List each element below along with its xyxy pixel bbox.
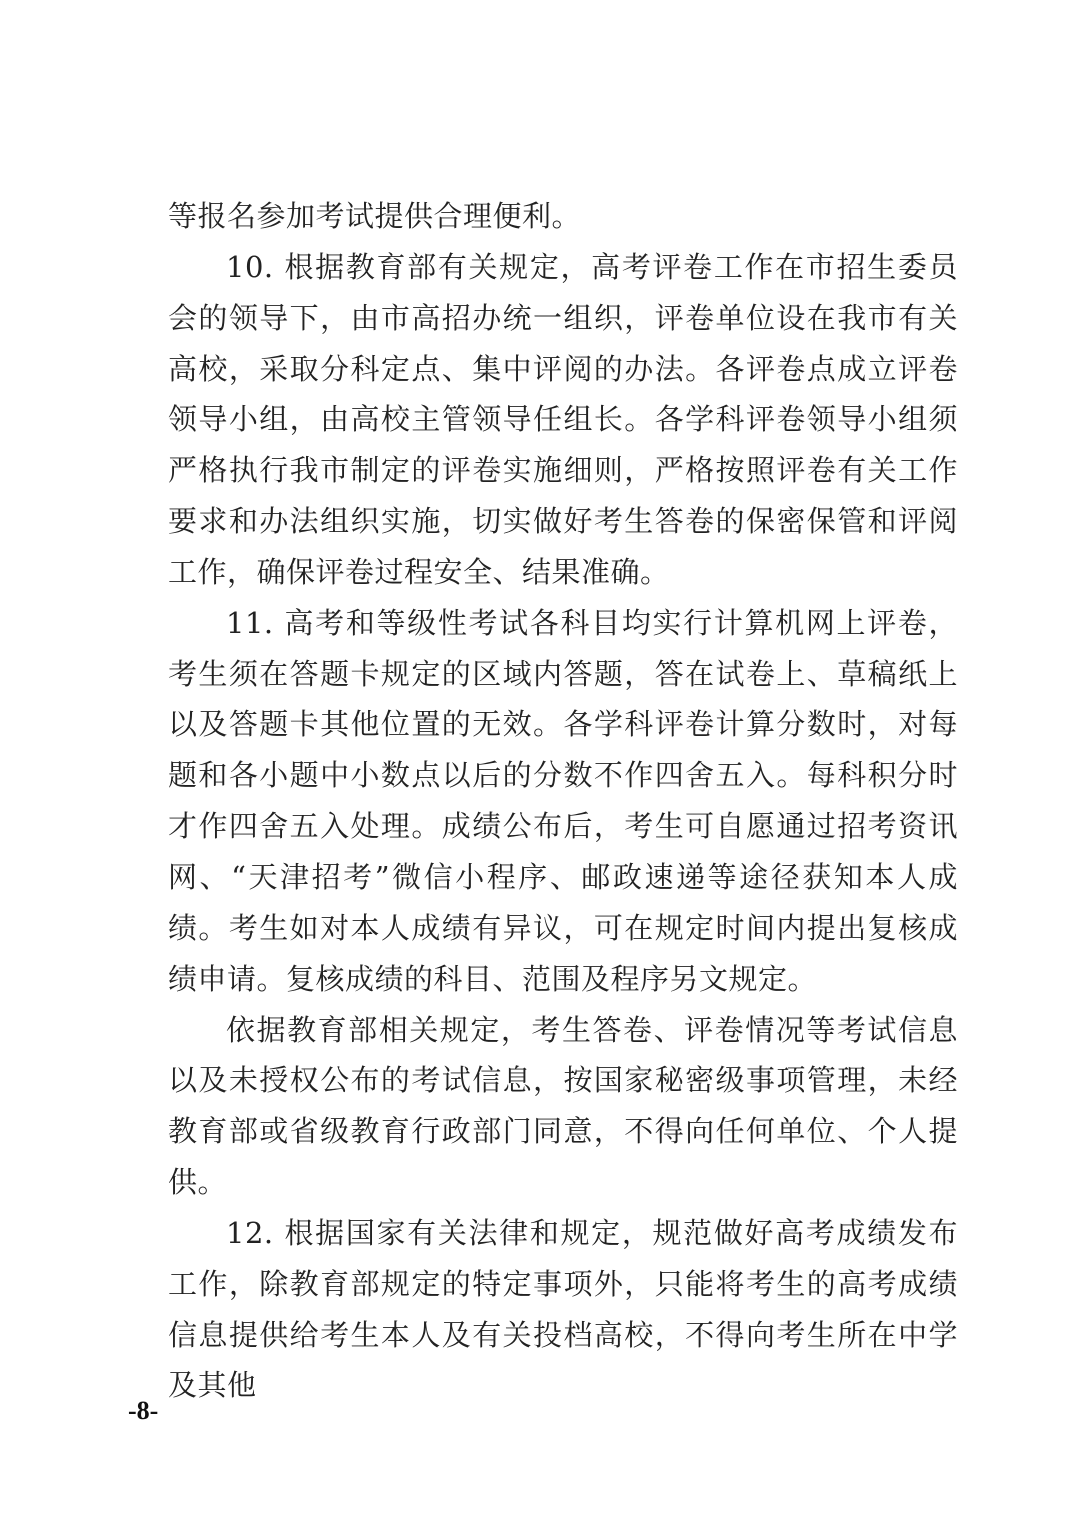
body-text (168, 191, 958, 1411)
paragraph-item-10: 10. 根据教育部有关规定，高考评卷工作在市招生委员会的领导下，由市高招办统一组织，评卷单位设在我市有关高校，采取分科定点、集中评阅的办法。各评卷点成立评卷领导小组，由高校主管领导任组长。各学科评卷领导小组须严格执行我市制定的评卷实施细则，严格按照评卷有关工作要求和办法组织实施，切实做好考生答卷的保密保管和评阅工作，确保评卷过程安全、结果准确。 (168, 249, 958, 589)
page-number: -8- (128, 1396, 159, 1425)
paragraph-continuation: 等报名参加考试提供合理便利。 (168, 199, 582, 233)
paragraph-confidentiality: 依据教育部相关规定，考生答卷、评卷情况等考试信息以及未授权公布的考试信息，按国家秘密级事项管理，未经教育部或省级教育行政部门同意，不得向任何单位、个人提供。 (168, 1012, 958, 1200)
paragraph-item-12: 12. 根据国家有关法律和规定，规范做好高考成绩发布工作，除教育部规定的特定事项外，只能将考生的高考成绩信息提供给考生本人及有关投档高校，不得向考生所在中学及其他 (168, 1215, 958, 1403)
paragraph-item-11: 11. 高考和等级性考试各科目均实行计算机网上评卷，考生须在答题卡规定的区域内答题，答在试卷上、草稿纸上以及答题卡其他位置的无效。各学科评卷计算分数时，对每题和各小题中小数点以后的分数不作四舍五入。每科积分时才作四舍五入处理。成绩公布后，考生可自愿通过招考资讯网、“天津招考”微信小程序、邮政速递等途径获知本人成绩。考生如对本人成绩有异议，可在规定时间内提出复核成绩申请。复核成绩的科目、范围及程序另文规定。 (168, 605, 958, 996)
